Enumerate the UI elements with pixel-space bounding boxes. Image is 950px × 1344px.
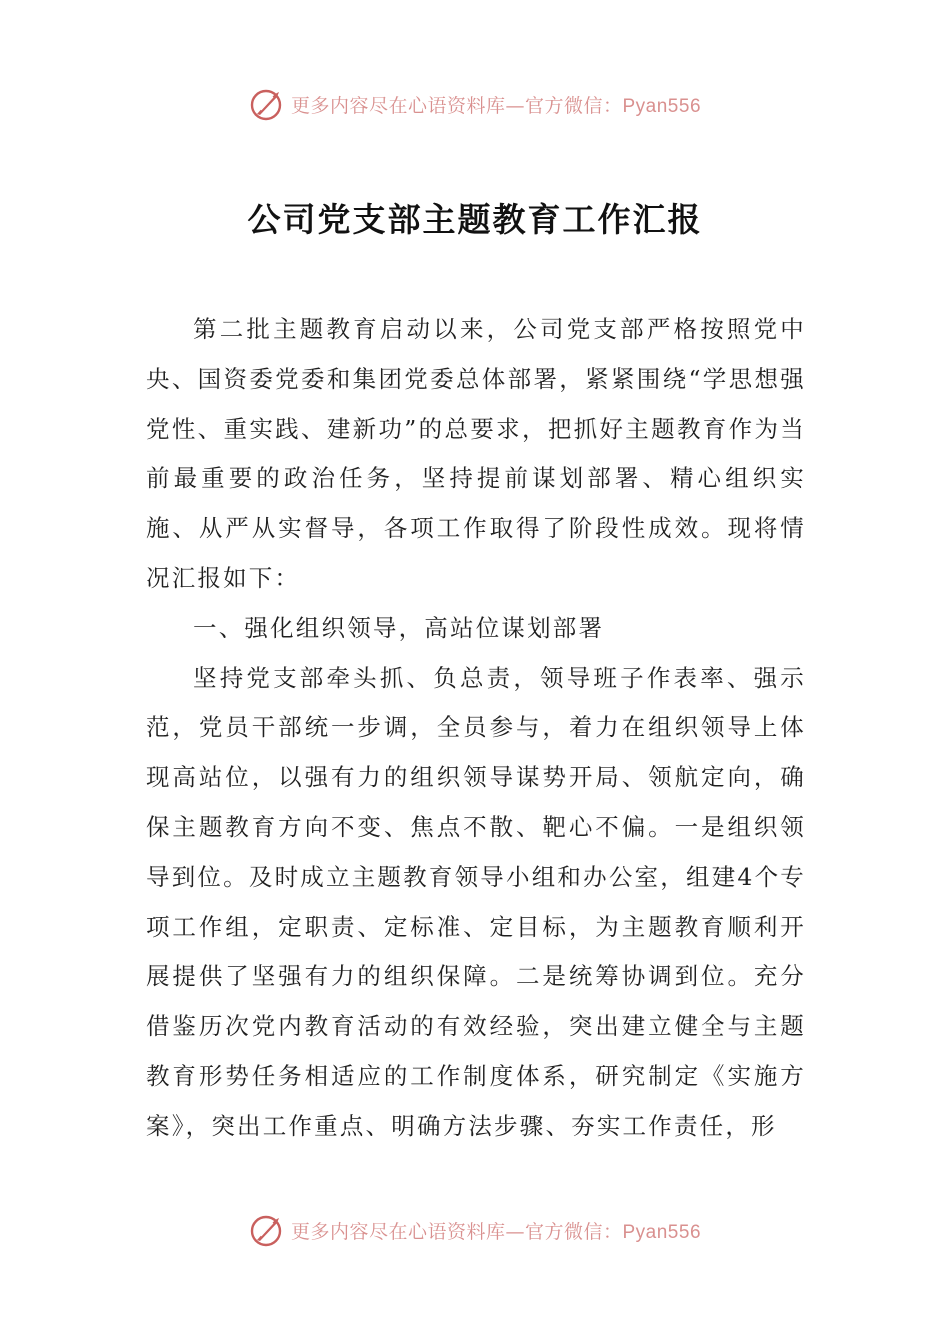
intro-paragraph: 第二批主题教育启动以来，公司党支部严格按照党中央、国资委党委和集团党委总体部署，紧紧围绕“学思想强党性、重实践、建新功”的总要求，把抓好主题教育作为当前最重要的政治任务，坚持提前谋划部署、精心组织实施、从严从实督导，各项工作取得了阶段性成效。现将情况汇报如下： — [146, 315, 806, 592]
watermark-text: 更多内容尽在心语资料库—官方微信：Pyan556 — [290, 1220, 702, 1243]
document-title: 公司党支部主题教育工作汇报 — [247, 200, 703, 240]
section-heading-1: 一、强化组织领导，高站位谋划部署 — [193, 613, 605, 642]
section-1-paragraph: 坚持党支部牵头抓、负总责，领导班子作表率、强示范，党员干部统一步调，全员参与，着力在组织领导上体现高站位，以强有力的组织领导谋势开局、领航定向，确保主题教育方向不变、焦点不散、靶心不偏。一是组织领导到位。及时成立主题教育领导小组和办公室，组建4个专项工作组，定职责、定标准、定目标，为主题教育顺利开展提供了坚强有力的组织保障。二是统筹协调到位。充分借鉴历次党内教育活动的有效经验，突出建立健全与主题教育形势任务相适应的工作制度体系，研究制定《实施方案》，突出工作重点、明确方法步骤、夯实工作责任，形 — [146, 663, 806, 1140]
watermark-wechat-id: Pyan556 — [622, 95, 702, 117]
header-watermark — [0, 86, 950, 122]
watermark-wechat-id: Pyan556 — [622, 1221, 702, 1243]
quill-logo-icon — [249, 1212, 285, 1248]
quill-logo-icon — [249, 86, 285, 122]
document-body — [146, 305, 806, 1152]
footer-watermark — [0, 1212, 950, 1248]
watermark-text: 更多内容尽在心语资料库—官方微信：Pyan556 — [290, 94, 702, 117]
